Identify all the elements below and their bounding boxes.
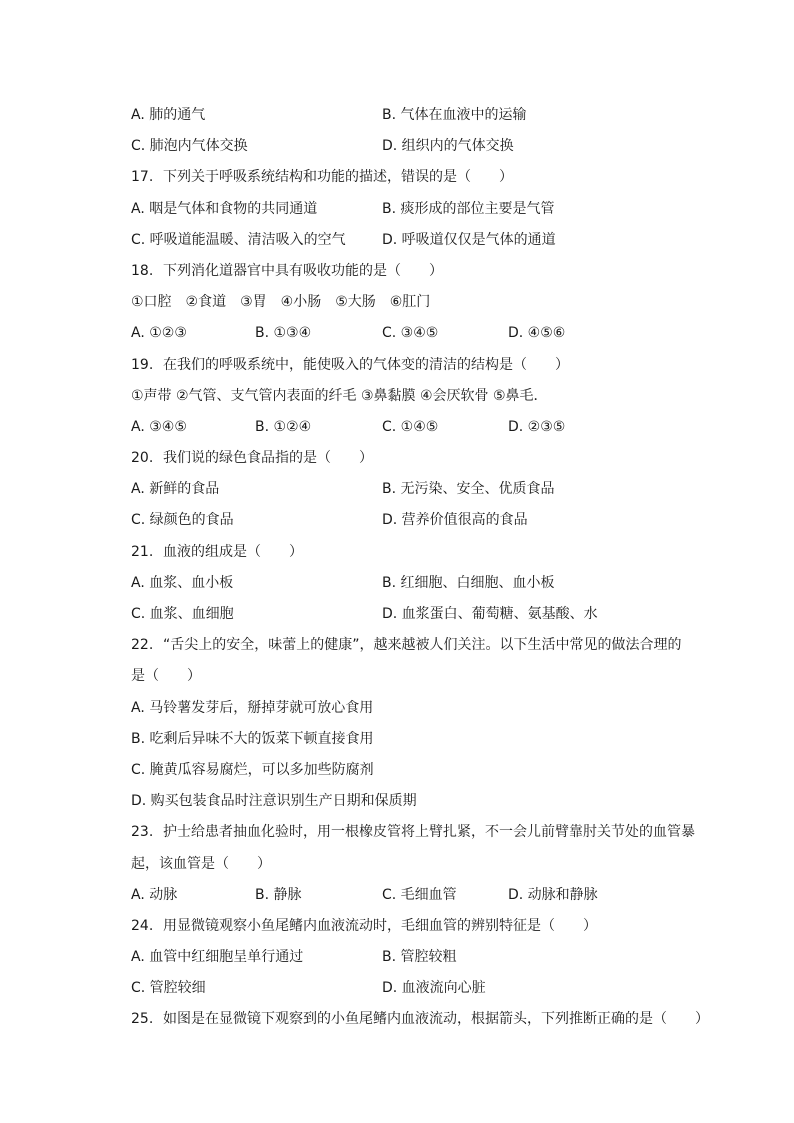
question-text: 护士给患者抽血化验时，用一根橡皮管将上臂扎紧，不一会儿前臂靠肘关节处的血管暴: [163, 824, 695, 841]
option-a: A. 马铃薯发芽后，掰掉芽就可放心食用: [131, 699, 374, 716]
option-c: C. ①④⑤: [382, 418, 439, 435]
option-c: C. 管腔较细: [131, 980, 206, 997]
option-row: [131, 131, 691, 162]
option-row: [131, 412, 691, 443]
option-a: A. 血浆、血小板: [131, 574, 234, 591]
option-b: B. 吃剩后异味不大的饭菜下顿直接食用: [131, 730, 374, 747]
question-23: [131, 817, 695, 848]
option-d: D. 动脉和静脉: [508, 886, 598, 903]
question-number: 25.: [131, 1011, 154, 1028]
question-24: [131, 911, 691, 942]
option-row: [131, 973, 691, 1004]
option-row: [131, 225, 691, 256]
question-number: 17.: [131, 169, 154, 186]
question-text: 血液的组成是（ ）: [163, 543, 303, 560]
option-b: B. 气体在血液中的运输: [382, 107, 527, 123]
option-c: C. 毛细血管: [382, 886, 457, 903]
question-number: 20.: [131, 450, 154, 467]
option-b: B. ①③④: [255, 325, 312, 342]
option-row: [131, 599, 691, 630]
option-a: A. 新鲜的食品: [131, 481, 220, 498]
option-d: D. 组织内的气体交换: [382, 138, 514, 155]
option-row: [131, 194, 691, 225]
question-number: 19.: [131, 356, 154, 373]
option-d: D. 营养价值很高的食品: [382, 512, 528, 529]
option-row: [131, 942, 691, 973]
option-a: A. ③④⑤: [131, 418, 187, 435]
option-b: B. ①②④: [255, 418, 312, 435]
option-d: D. 购买包装食品时注意识别生产日期和保质期: [131, 793, 417, 810]
question-number: 22.: [131, 637, 154, 654]
option-row: [131, 880, 691, 911]
option-b: B. 无污染、安全、优质食品: [382, 481, 555, 498]
question-text: 在我们的呼吸系统中，能使吸入的气体变的清洁的结构是（ ）: [163, 356, 569, 373]
option-c: C. 呼吸道能温暖、清洁吸入的空气: [131, 231, 346, 248]
question-text: 下列消化道器官中具有吸收功能的是（ ）: [163, 262, 443, 279]
option-a: A. 肺的通气: [131, 107, 206, 123]
question-18: [131, 256, 691, 287]
option-a: A. 咽是气体和食物的共同通道: [131, 200, 318, 217]
option-a: A. ①②③: [131, 325, 187, 342]
option-b: B. 静脉: [255, 886, 302, 903]
option-c: C. 血浆、血细胞: [131, 606, 234, 622]
question-text: 我们说的绿色食品指的是（ ）: [163, 450, 373, 467]
question-25: [131, 1004, 709, 1035]
option-a: A. 动脉: [131, 886, 178, 903]
question-text: “舌尖上的安全，味蕾上的健康”，越来越被人们关注。以下生活中常见的做法合理的: [163, 637, 682, 654]
question-22: [131, 630, 691, 661]
exam-page: [131, 100, 709, 1036]
option-row: [131, 568, 691, 599]
question-21: [131, 537, 691, 568]
question-text-continued: 是（ ）: [131, 668, 201, 685]
question-text-continued: 起，该血管是（ ）: [131, 855, 271, 872]
question-text: 用显微镜观察小鱼尾鳍内血液流动时，毛细血管的辨别特征是（ ）: [163, 917, 597, 934]
question-number: 24.: [131, 917, 154, 934]
option-c: C. 绿颜色的食品: [131, 512, 234, 529]
option-row: [131, 318, 691, 349]
option-row: [131, 100, 691, 131]
question-17: [131, 162, 691, 193]
question-number: 21.: [131, 543, 154, 560]
question-number: 23.: [131, 824, 154, 841]
option-c: C. ③④⑤: [382, 325, 439, 342]
question-20: [131, 443, 691, 474]
option-d: D. ②③⑤: [508, 418, 566, 435]
option-d: D. 呼吸道仅仅是气体的通道: [382, 231, 556, 248]
option-d: D. ④⑤⑥: [508, 325, 566, 342]
option-b: B. 红细胞、白细胞、血小板: [382, 574, 555, 591]
option-a: A. 血管中红细胞呈单行通过: [131, 949, 304, 966]
option-d: D. 血液流向心脏: [382, 980, 486, 997]
question-19: [131, 350, 691, 381]
question-text: 下列关于呼吸系统结构和功能的描述，错误的是（ ）: [163, 169, 513, 186]
question-items: ①口腔 ②食道 ③胃 ④小肠 ⑤大肠 ⑥肛门: [131, 294, 431, 311]
question-items: ①声带 ②气管、支气管内表面的纤毛 ③鼻黏膜 ④会厌软骨 ⑤鼻毛．: [131, 387, 548, 404]
option-c: C. 肺泡内气体交换: [131, 138, 248, 155]
option-b: B. 痰形成的部位主要是气管: [382, 200, 555, 217]
option-c: C. 腌黄瓜容易腐烂，可以多加些防腐剂: [131, 761, 374, 778]
question-text: 如图是在显微镜下观察到的小鱼尾鳍内血液流动，根据箭头，下列推断正确的是（ ）: [163, 1011, 709, 1028]
option-row: [131, 474, 691, 505]
question-number: 18.: [131, 262, 154, 279]
option-row: [131, 505, 691, 536]
option-d: D. 血浆蛋白、葡萄糖、氨基酸、水: [382, 606, 598, 622]
option-b: B. 管腔较粗: [382, 949, 457, 966]
